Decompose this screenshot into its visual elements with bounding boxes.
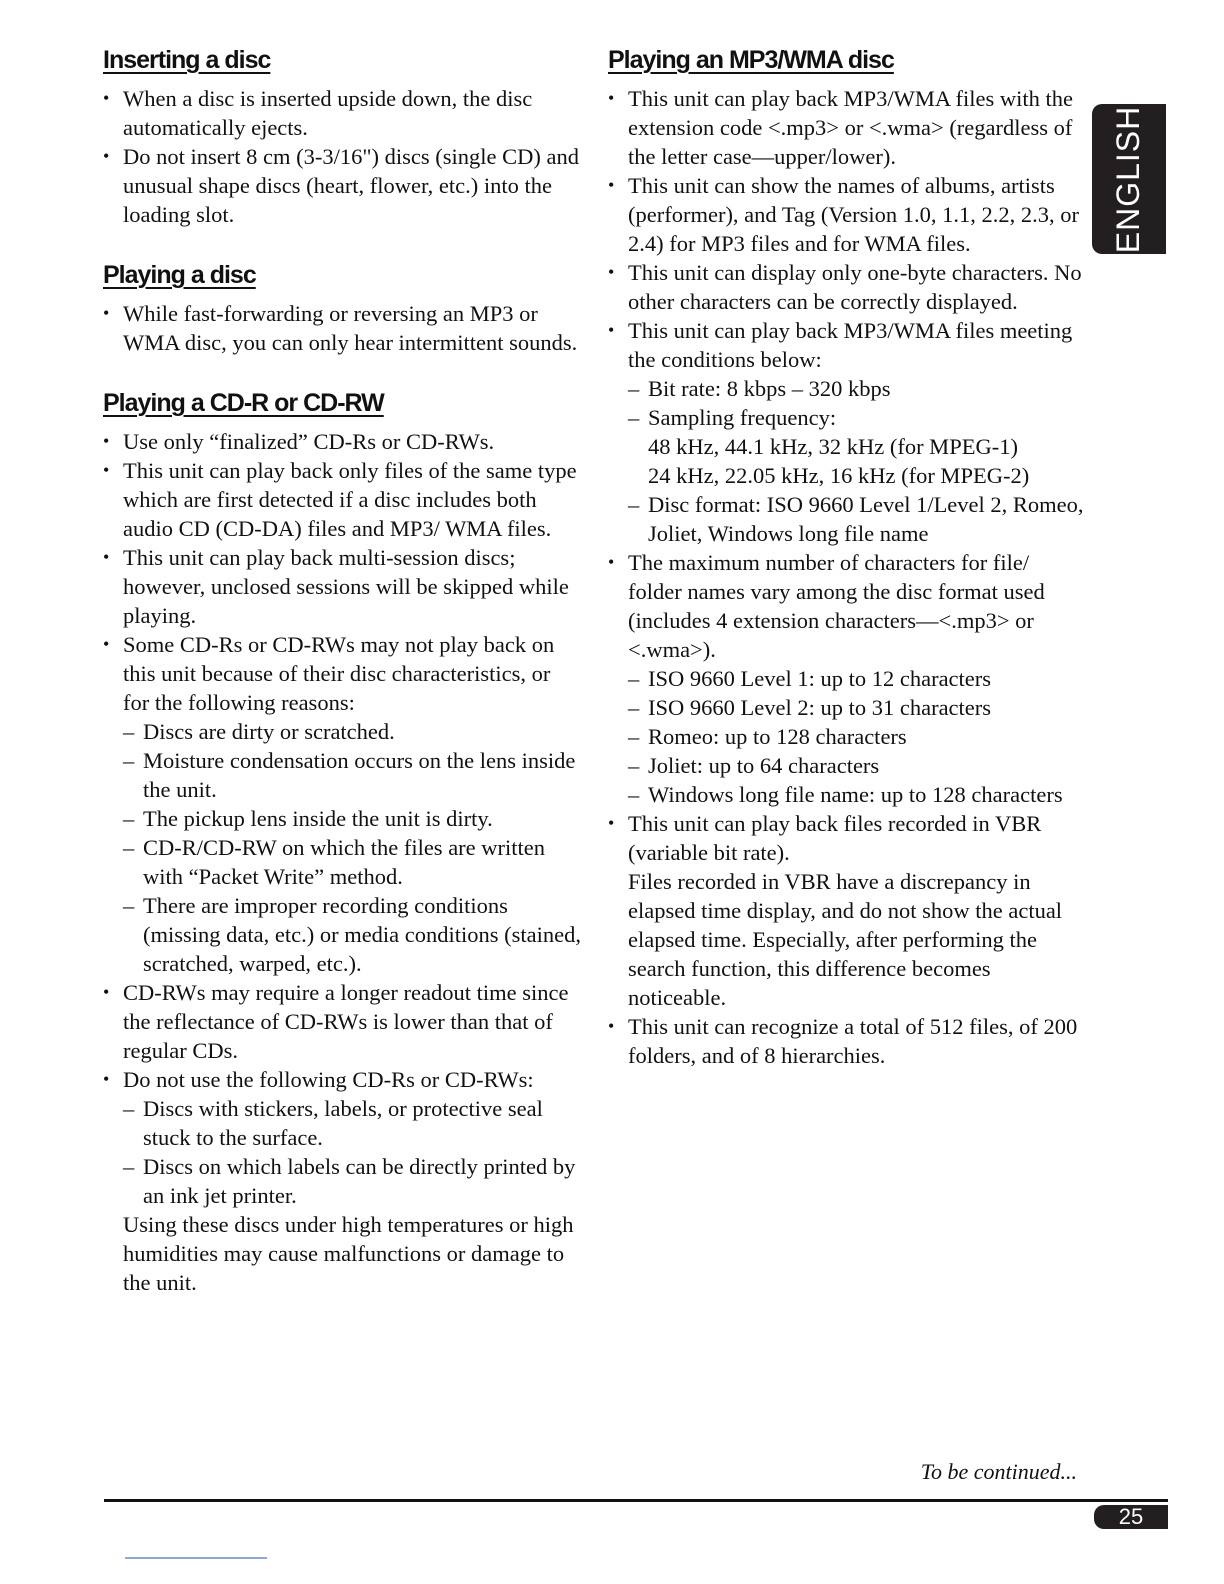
continued-note: To be continued... — [920, 1459, 1077, 1484]
language-tab — [1092, 104, 1166, 254]
section-playing-disc — [103, 259, 581, 357]
sub-item: – Discs on which labels can be directly printed by an ink jet printer. — [123, 1154, 576, 1208]
bullet-list — [103, 84, 581, 229]
item-text: Do not use the following CD-Rs or CD-RWs: — [123, 1067, 534, 1092]
sub-list — [628, 664, 1088, 809]
sub-item: – Joliet: up to 64 characters — [628, 753, 880, 778]
sub-item: – Sampling frequency: 48 kHz, 44.1 kHz, 32 kHz (for MPEG-1) 24 kHz, 22.05 kHz, 16 kHz (for MPEG-2) — [628, 403, 1088, 490]
language-label: ENGLISH — [1110, 105, 1147, 253]
sub-item: – Bit rate: 8 kbps – 320 kbps — [628, 376, 891, 401]
item-text: Some CD-Rs or CD-RWs may not play back on this unit because of their disc characteristics, or for the following reasons: — [123, 632, 555, 715]
sub-item: – The pickup lens inside the unit is dirty. — [123, 806, 493, 831]
list-item — [608, 548, 1088, 809]
item-text: This unit can play back files recorded in VBR (variable bit rate). — [628, 811, 1042, 865]
item-text: This unit can play back MP3/WMA files meeting the conditions below: — [628, 318, 1073, 372]
list-item: • This unit can play back multi-session discs; however, unclosed sessions will be skipped while playing. — [103, 543, 581, 630]
sub-list — [123, 1094, 581, 1210]
sub-item: – CD-R/CD-RW on which the files are written with “Packet Write” method. — [123, 835, 546, 889]
sub-item: – Romeo: up to 128 characters — [628, 724, 907, 749]
note-text: Files recorded in VBR have a discrepancy in elapsed time display, and do not show the actual elapsed time. Especially, after performing the search function, this difference becomes noticeable. — [628, 869, 1063, 1010]
sub-item: – Windows long file name: up to 128 characters — [628, 782, 1063, 807]
item-text: The maximum number of characters for file/ folder names vary among the disc format used (includes 4 extension characters—<.mp3> or <.wma>). — [628, 550, 1045, 662]
sub-list — [628, 374, 1088, 548]
list-item: • While fast-forwarding or reversing an MP3 or WMA disc, you can only hear intermittent sounds. — [103, 299, 581, 357]
sub-item: – Moisture condensation occurs on the lens inside the unit. — [123, 748, 576, 802]
list-item: • This unit can recognize a total of 512 files, of 200 folders, and of 8 hierarchies. — [608, 1012, 1088, 1070]
list-item — [608, 316, 1088, 548]
bullet-list — [608, 84, 1088, 1070]
list-item: • This unit can play back only files of the same type which are first detected if a disc includes both audio CD (CD-DA) files and MP3/ WMA files. — [103, 456, 581, 543]
bullet-list — [103, 299, 581, 357]
sampling-line: 24 kHz, 22.05 kHz, 16 kHz (for MPEG-2) — [648, 463, 1030, 488]
list-item: • This unit can play back MP3/WMA files with the extension code <.mp3> or <.wma> (regardless of the letter case—upper/lower). — [608, 84, 1088, 171]
note-text: Using these discs under high temperatures or high humidities may cause malfunctions or damage to the unit. — [123, 1212, 574, 1295]
list-item: • CD-RWs may require a longer readout time since the reflectance of CD-RWs is lower than that of regular CDs. — [103, 978, 581, 1065]
heading-inserting-disc: Inserting a disc — [103, 46, 271, 74]
sub-item: – There are improper recording conditions (missing data, etc.) or media conditions (stained, scratched, warped, etc.). — [123, 893, 582, 976]
bullet-list — [103, 427, 581, 1297]
sub-list — [123, 717, 581, 978]
list-item: • When a disc is inserted upside down, the disc automatically ejects. — [103, 84, 581, 142]
section-mp3-wma — [608, 44, 1088, 1070]
sampling-line: 48 kHz, 44.1 kHz, 32 kHz (for MPEG-1) — [648, 434, 1018, 459]
list-item — [103, 630, 581, 978]
list-item — [608, 809, 1088, 1012]
list-item — [103, 1065, 581, 1297]
heading-playing-disc: Playing a disc — [103, 261, 256, 289]
scan-mark — [125, 1557, 267, 1559]
heading-mp3-wma: Playing an MP3/WMA disc — [608, 46, 894, 74]
left-column — [103, 44, 581, 1327]
section-cdr-cdrw — [103, 387, 581, 1297]
list-item: • Use only “finalized” CD-Rs or CD-RWs. — [103, 427, 581, 456]
list-item: • This unit can display only one-byte characters. No other characters can be correctly displayed. — [608, 258, 1088, 316]
list-item: • This unit can show the names of albums, artists (performer), and Tag (Version 1.0, 1.1, 2.2, 2.3, or 2.4) for MP3 files and for WMA files. — [608, 171, 1088, 258]
sub-item: – Discs with stickers, labels, or protective seal stuck to the surface. — [123, 1096, 543, 1150]
sub-item: – ISO 9660 Level 2: up to 31 characters — [628, 695, 992, 720]
right-column — [608, 44, 1088, 1100]
heading-cdr-cdrw: Playing a CD-R or CD-RW — [103, 389, 384, 417]
sub-item: – Disc format: ISO 9660 Level 1/Level 2, Romeo, Joliet, Windows long file name — [628, 492, 1084, 546]
list-item: • Do not insert 8 cm (3-3/16") discs (single CD) and unusual shape discs (heart, flower, etc.) into the loading slot. — [103, 142, 581, 229]
page-number: 25 — [1094, 1505, 1168, 1529]
sub-item: – Discs are dirty or scratched. — [123, 719, 395, 744]
sub-item: – ISO 9660 Level 1: up to 12 characters — [628, 666, 992, 691]
section-inserting-disc — [103, 44, 581, 229]
footer-rule — [104, 1499, 1168, 1502]
